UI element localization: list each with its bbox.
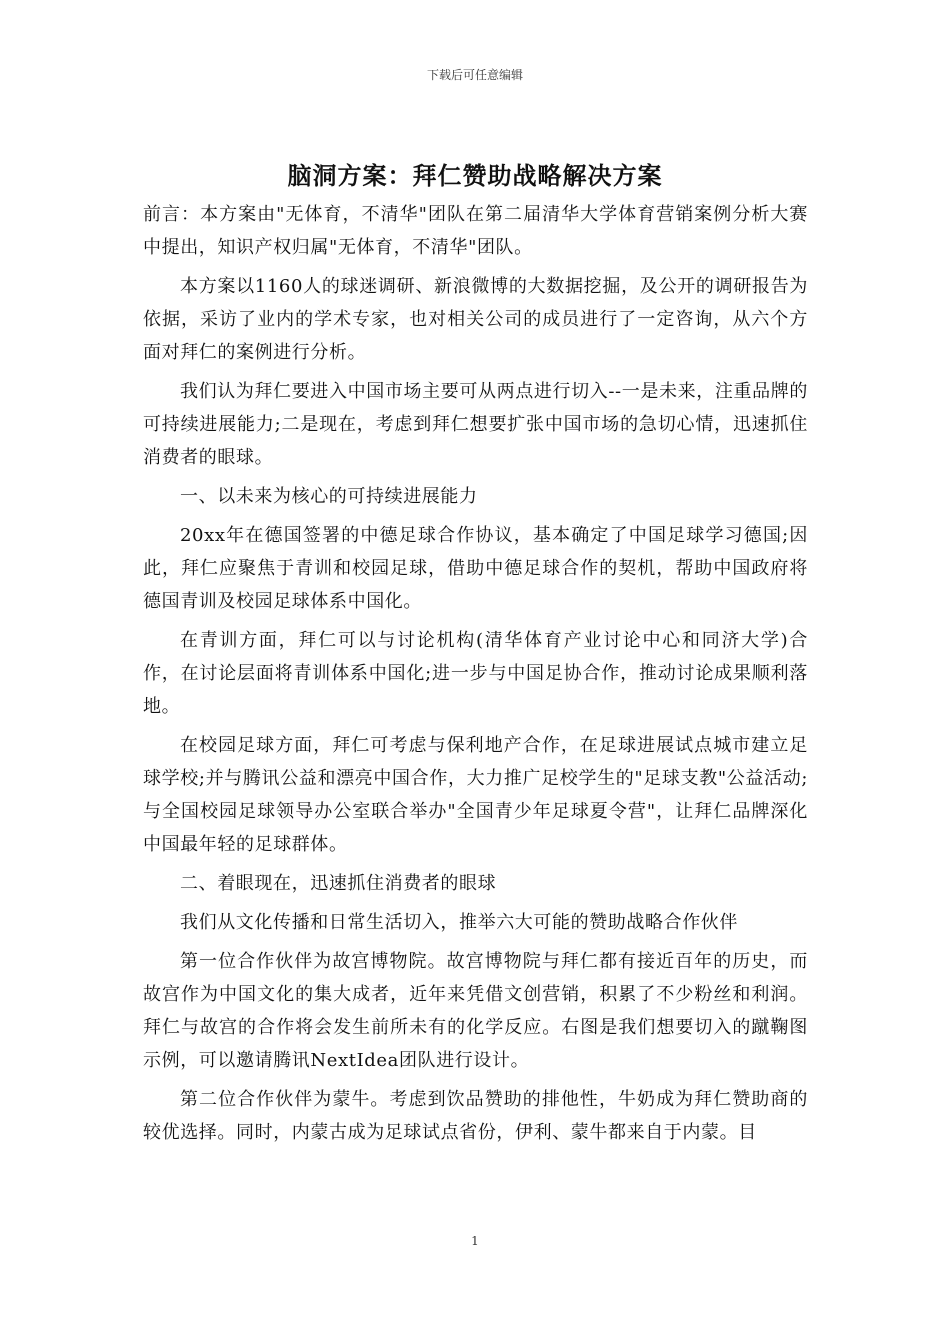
paragraph: 我们从文化传播和日常生活切入，推举六大可能的赞助战略合作伙伴 bbox=[180, 912, 738, 933]
paragraph: 在校园足球方面，拜仁可考虑与保利地产合作，在足球进展试点城市建立足球学校;并与腾讯公益和漂亮中国合作，大力推广足校学生的"足球支教"公益活动;与全国校园足球领导办公室联合举办"全国青少年足球夏令营"，让拜仁品牌深化中国最年轻的足球群体。 bbox=[143, 735, 808, 855]
section-heading: 二、着眼现在，迅速抓住消费者的眼球 bbox=[180, 873, 497, 894]
paragraph: 第二位合作伙伴为蒙牛。考虑到饮品赞助的排他性，牛奶成为拜仁赞助商的较优选择。同时，内蒙古成为足球试点省份，伊利、蒙牛都来自于内蒙。目 bbox=[143, 1089, 808, 1143]
page-header: 下载后可任意编辑 bbox=[426, 68, 523, 82]
page-number: 1 bbox=[471, 1234, 479, 1248]
paragraph: 在青训方面，拜仁可以与讨论机构(清华体育产业讨论中心和同济大学)合作，在讨论层面将青训体系中国化;进一步与中国足协合作，推动讨论成果顺利落地。 bbox=[143, 630, 808, 717]
paragraph: 本方案以1160人的球迷调研、新浪微博的大数据挖掘，及公开的调研报告为依据，采访了业内的学术专家，也对相关公司的成员进行了一定咨询，从六个方面对拜仁的案例进行分析。 bbox=[143, 276, 808, 363]
paragraph: 我们认为拜仁要进入中国市场主要可从两点进行切入--一是未来，注重品牌的可持续进展能力;二是现在，考虑到拜仁想要扩张中国市场的急切心情，迅速抓住消费者的眼球。 bbox=[143, 381, 808, 468]
document-body bbox=[143, 198, 808, 1155]
paragraph: 20xx年在德国签署的中德足球合作协议，基本确定了中国足球学习德国;因此，拜仁应聚焦于青训和校园足球，借助中德足球合作的契机，帮助中国政府将德国青训及校园足球体系中国化。 bbox=[143, 525, 808, 612]
section-heading: 一、以未来为核心的可持续进展能力 bbox=[180, 486, 478, 507]
document-title: 脑洞方案：拜仁赞助战略解决方案 bbox=[287, 161, 663, 190]
paragraph: 第一位合作伙伴为故宫博物院。故宫博物院与拜仁都有接近百年的历史，而故宫作为中国文化的集大成者，近年来凭借文创营销，积累了不少粉丝和利润。拜仁与故宫的合作将会发生前所未有的化学反应。右图是我们想要切入的蹴鞠图示例，可以邀请腾讯NextIdea团队进行设计。 bbox=[143, 951, 808, 1071]
paragraph-preface: 前言：本方案由"无体育，不清华"团队在第二届清华大学体育营销案例分析大赛中提出，知识产权归属"无体育，不清华"团队。 bbox=[143, 204, 808, 258]
